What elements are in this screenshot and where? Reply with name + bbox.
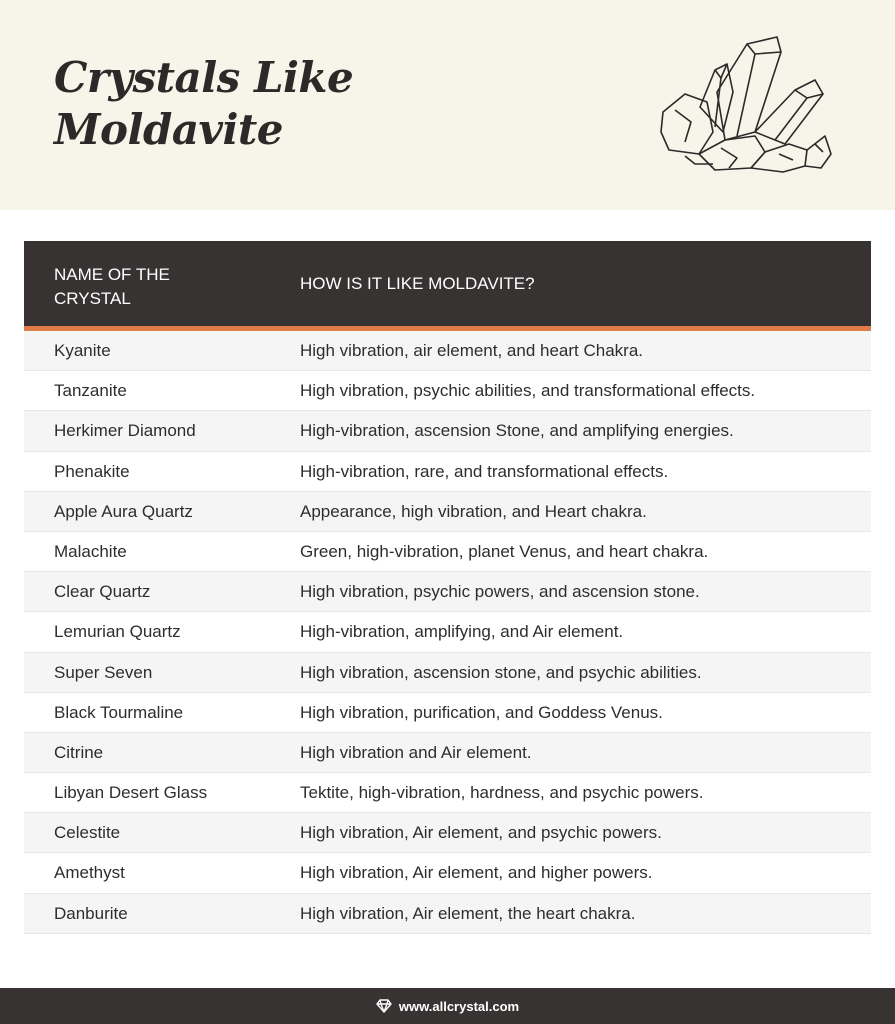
crystal-name-cell: Libyan Desert Glass xyxy=(54,783,208,803)
similarity-cell: High vibration, purification, and Goddess Venus. xyxy=(300,702,663,722)
column-header-similarity: HOW IS IT LIKE MOLDAVITE? xyxy=(300,274,535,293)
column-header-name: NAME OF THE CRYSTAL xyxy=(54,265,170,308)
title-line-2: Moldavite xyxy=(54,105,284,154)
table-body xyxy=(24,331,871,934)
table-row xyxy=(24,853,871,893)
table-row xyxy=(24,813,871,853)
crystal-name-cell: Black Tourmaline xyxy=(54,702,184,722)
crystal-name-cell: Danburite xyxy=(54,903,128,923)
comparison-table xyxy=(24,241,871,934)
table-row xyxy=(24,894,871,934)
crystal-name-cell: Malachite xyxy=(54,541,127,561)
crystal-name-cell: Clear Quartz xyxy=(54,582,151,602)
similarity-cell: High vibration, Air element, the heart chakra. xyxy=(300,903,636,923)
title-line-1: Crystals Like xyxy=(54,53,354,102)
similarity-cell: High vibration, air element, and heart Chakra. xyxy=(300,341,644,360)
table-row xyxy=(24,411,871,451)
crystal-name-cell: Citrine xyxy=(54,742,104,762)
similarity-cell: High-vibration, amplifying, and Air element. xyxy=(300,622,624,642)
table-row xyxy=(24,532,871,572)
similarity-cell: High vibration, psychic powers, and ascension stone. xyxy=(300,582,700,602)
table-row xyxy=(24,371,871,411)
header-banner xyxy=(0,0,895,210)
crystal-name-cell: Tanzanite xyxy=(54,381,127,401)
similarity-cell: High vibration, psychic abilities, and transformational effects. xyxy=(300,381,756,401)
crystal-name-cell: Phenakite xyxy=(54,461,130,481)
footer-bar xyxy=(0,988,895,1024)
footer-url[interactable]: www.allcrystal.com xyxy=(398,998,520,1014)
similarity-cell: High-vibration, rare, and transformational effects. xyxy=(300,461,669,481)
similarity-cell: High vibration, Air element, and higher powers. xyxy=(300,863,653,883)
similarity-cell: Appearance, high vibration, and Heart chakra. xyxy=(300,501,647,521)
similarity-cell: High vibration and Air element. xyxy=(300,742,532,762)
table-row xyxy=(24,572,871,612)
similarity-cell: Tektite, high-vibration, hardness, and psychic powers. xyxy=(300,783,704,803)
crystal-name-cell: Super Seven xyxy=(54,662,153,682)
crystal-name-cell: Celestite xyxy=(54,823,121,843)
crystal-name-cell: Apple Aura Quartz xyxy=(54,501,193,521)
table-row xyxy=(24,452,871,492)
similarity-cell: Green, high-vibration, planet Venus, and heart chakra. xyxy=(300,541,709,561)
crystal-name-cell: Kyanite xyxy=(54,341,111,360)
page-title xyxy=(54,52,454,156)
table-row xyxy=(24,733,871,773)
table-row xyxy=(24,331,871,371)
crystal-name-cell: Amethyst xyxy=(54,863,125,883)
table-row xyxy=(24,693,871,733)
similarity-cell: High vibration, Air element, and psychic powers. xyxy=(300,823,662,843)
table-row xyxy=(24,653,871,693)
table-header xyxy=(24,241,871,331)
similarity-cell: High vibration, ascension stone, and psychic abilities. xyxy=(300,662,702,682)
table-row xyxy=(24,492,871,532)
table-row xyxy=(24,773,871,813)
crystal-cluster-icon xyxy=(655,32,835,177)
crystal-name-cell: Herkimer Diamond xyxy=(54,421,196,441)
similarity-cell: High-vibration, ascension Stone, and amplifying energies. xyxy=(300,421,734,441)
table-row xyxy=(24,612,871,652)
allcrystal-logo-icon xyxy=(376,999,392,1013)
crystal-name-cell: Lemurian Quartz xyxy=(54,622,181,642)
